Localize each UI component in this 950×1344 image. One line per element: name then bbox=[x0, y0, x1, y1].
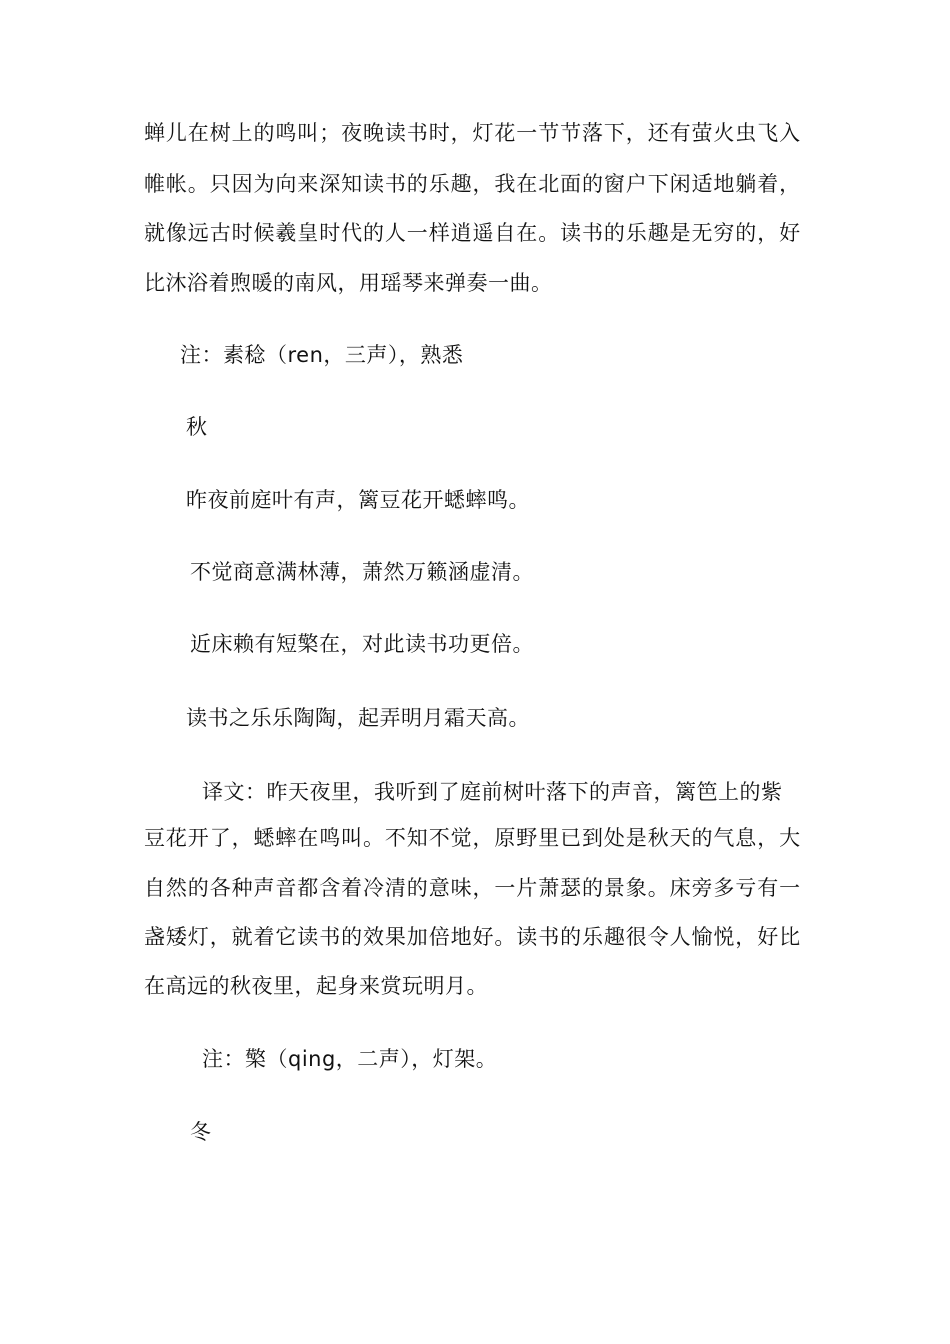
paragraph-line: 就像远古时候羲皇时代的人一样逍遥自在。读书的乐趣是无穷的，好 bbox=[144, 221, 801, 245]
translation-line: 豆花开了，蟋蟀在鸣叫。不知不觉，原野里已到处是秋天的气息，大 bbox=[144, 826, 801, 850]
paragraph-line: 比沐浴着煦暖的南风，用瑶琴来弹奏一曲。 bbox=[144, 271, 553, 295]
poem-line: 不觉商意满林薄，萧然万籁涵虚清。 bbox=[190, 560, 534, 584]
translation-line: 盏矮灯，就着它读书的效果加倍地好。读书的乐趣很令人愉悦，好比 bbox=[144, 925, 801, 949]
note-autumn: 注：檠（qing，二声），灯架。 bbox=[202, 1047, 498, 1071]
translation-line: 自然的各种声音都含着冷清的意味，一片萧瑟的景象。床旁多亏有一 bbox=[144, 876, 801, 900]
translation-line: 在高远的秋夜里，起身来赏玩明月。 bbox=[144, 974, 488, 998]
poem-line: 昨夜前庭叶有声，篱豆花开蟋蟀鸣。 bbox=[186, 488, 530, 512]
paragraph-line: 蝉儿在树上的鸣叫；夜晚读书时，灯花一节节落下，还有萤火虫飞入 bbox=[144, 121, 801, 145]
season-heading-autumn: 秋 bbox=[186, 415, 208, 439]
translation-line: 译文：昨天夜里，我听到了庭前树叶落下的声音，篱笆上的紫 bbox=[202, 780, 783, 804]
note-summer: 注：素稔（ren，三声），熟悉 bbox=[180, 343, 464, 367]
paragraph-line: 帷帐。只因为向来深知读书的乐趣，我在北面的窗户下闲适地躺着， bbox=[144, 172, 801, 196]
poem-line: 读书之乐乐陶陶，起弄明月霜天高。 bbox=[186, 706, 530, 730]
season-heading-winter: 冬 bbox=[190, 1120, 212, 1144]
poem-line: 近床赖有短檠在，对此读书功更倍。 bbox=[190, 632, 534, 656]
